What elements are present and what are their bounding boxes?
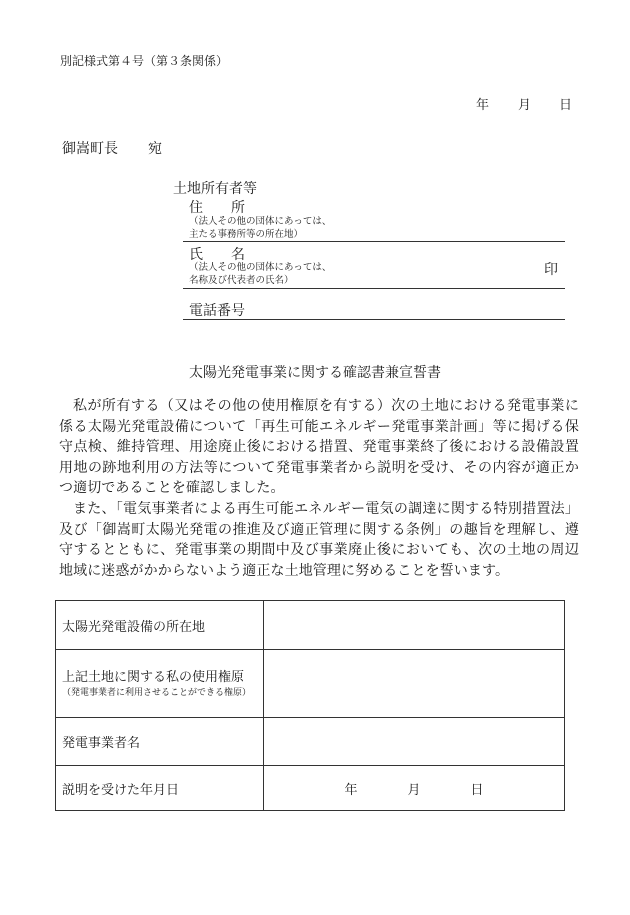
name-note-line-1: （法人その他の団体にあっては、 [189, 262, 332, 273]
location-value[interactable] [264, 601, 565, 650]
body-paragraph-1: 私が所有する（又はその他の使用権原を有する）次の土地における発電事業に係る太陽光発電設備について「再生可能エネルギー発電事業計画」等に掲げる保守点検、維持管理、用途廃止後における措置、発電事業終了後における設備設置用地の跡地利用の方法等について発電事業者から説明を受け、その内容が適正かつ適切であることを確認しました。 [59, 398, 579, 497]
addressee [62, 138, 162, 158]
usage-right-label-cell [56, 650, 264, 718]
usage-right-note: （発電事業者に利用させることができる権原） [62, 688, 252, 698]
usage-right-value[interactable] [264, 650, 565, 718]
explanation-date-value[interactable] [264, 766, 565, 811]
address-underline [183, 241, 565, 242]
form-number: 別記様式第４号（第３条関係） [60, 54, 229, 68]
address-label: 住 所 [189, 200, 245, 216]
date-day: 日 [559, 98, 573, 113]
address-note-line-2: 主たる事務所等の所在地） [189, 229, 304, 240]
table-row-location [56, 601, 565, 650]
address-note-line-1: （法人その他の団体にあっては、 [189, 216, 332, 227]
document-title: 太陽光発電事業に関する確認書兼宣誓書 [189, 365, 441, 381]
table-row-usage-right [56, 650, 565, 718]
body-text [59, 396, 579, 581]
info-table [55, 600, 565, 811]
location-label: 太陽光発電設備の所在地 [56, 601, 264, 650]
usage-right-label: 上記土地に関する私の使用権原 [62, 670, 245, 685]
operator-value[interactable] [264, 718, 565, 766]
explanation-date-fields [270, 779, 564, 798]
date-year: 年 [476, 98, 490, 113]
explanation-date-month: 月 [407, 782, 421, 798]
owner-section-title: 土地所有者等 [173, 181, 257, 197]
table-row-operator [56, 718, 565, 766]
explanation-date-year: 年 [344, 782, 358, 798]
explanation-date-label: 説明を受けた年月日 [56, 766, 264, 811]
name-label: 氏 名 [189, 247, 245, 263]
seal-mark: 印 [544, 262, 558, 278]
addressee-name: 御嵩町長 [62, 141, 118, 157]
table-row-explanation-date [56, 766, 565, 811]
body-paragraph-2: また、「電気事業者による再生可能エネルギー電気の調達に関する特別措置法」及び「御嵩町太陽光発電の推進及び適正管理に関する条例」の趣旨を理解し、遵守するとともに、発電事業の期間中及び事業廃止後においても、次の土地の周辺地域に迷惑がかからないよう適正な土地管理に努めることを誓います。 [59, 500, 579, 579]
name-note-line-2: 名称及び代表者の氏名） [189, 275, 294, 286]
explanation-date-day: 日 [470, 782, 484, 798]
name-underline [183, 288, 565, 289]
operator-label: 発電事業者名 [56, 718, 264, 766]
phone-underline [183, 319, 565, 320]
date-month: 月 [518, 98, 532, 113]
addressee-suffix: 宛 [148, 141, 162, 157]
phone-label: 電話番号 [189, 303, 245, 319]
